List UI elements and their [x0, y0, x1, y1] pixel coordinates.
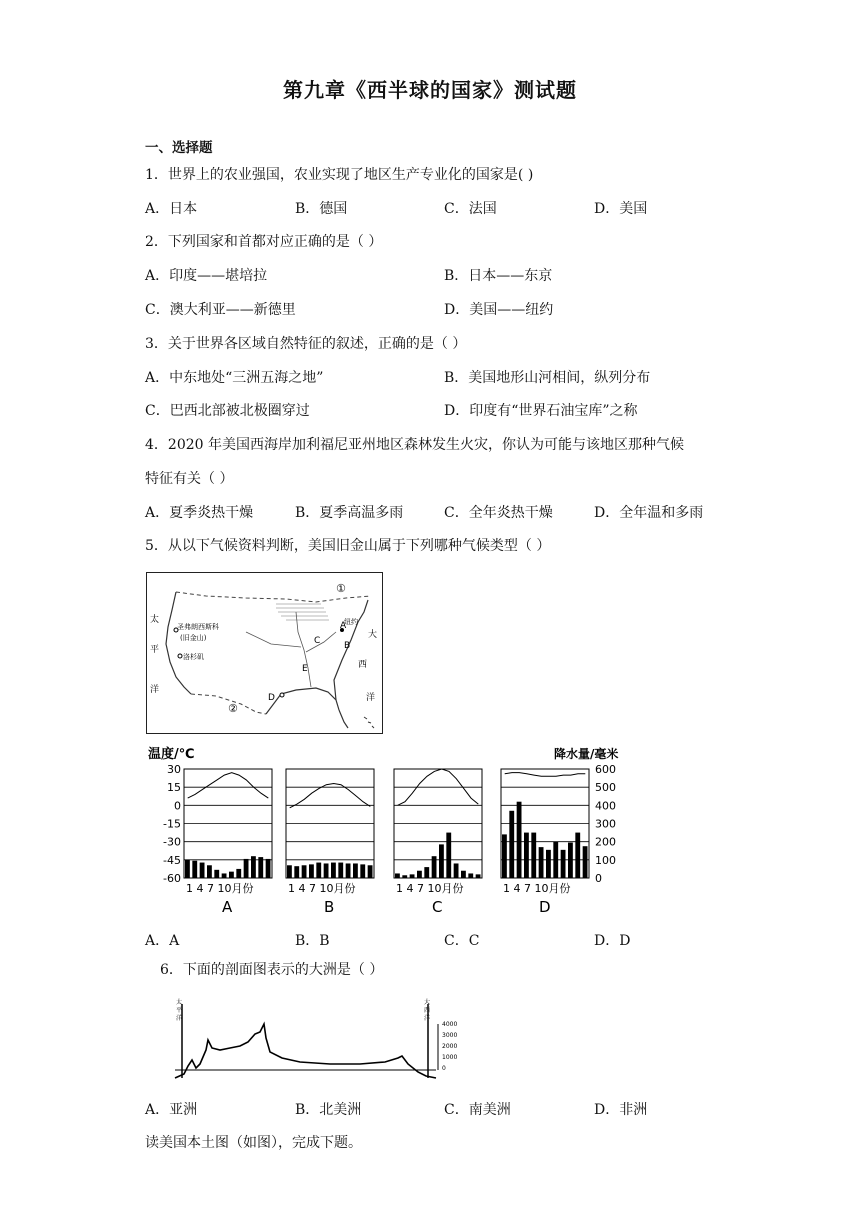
- precip-bar: [236, 869, 241, 878]
- precip-axis-label: 降水量/毫米: [554, 747, 619, 761]
- precip-bar: [439, 844, 444, 878]
- map-label-pacific-2: 平: [150, 645, 160, 655]
- precip-bar: [395, 873, 400, 878]
- precip-bar: [192, 861, 197, 878]
- temp-axis-label: 温度/℃: [148, 747, 195, 762]
- precip-bar: [214, 870, 219, 878]
- precip-tick-label: 0: [595, 872, 602, 885]
- map-label-atlantic-2: 西: [358, 660, 368, 670]
- temp-tick-label: 15: [167, 781, 181, 795]
- precip-bar: [331, 863, 336, 878]
- q4-option-c[interactable]: C．全年炎热干燥: [444, 505, 553, 521]
- panel-name: A: [222, 898, 233, 916]
- precip-tick-label: 300: [595, 817, 616, 831]
- q3-option-a[interactable]: A．中东地处“三洲五海之地”: [145, 370, 324, 386]
- precip-bar: [402, 875, 407, 878]
- profile-tick-0: 0: [442, 1065, 446, 1072]
- q4-option-d[interactable]: D．全年温和多雨: [594, 505, 704, 521]
- precip-bar: [353, 863, 358, 878]
- map-label-c: C: [314, 636, 321, 646]
- q4-option-a[interactable]: A．夏季炎热干燥: [145, 505, 254, 521]
- question-2-stem: 2．下列国家和首都对应正确的是（ ）: [145, 234, 383, 250]
- map-label-atlantic-1: 大: [368, 630, 378, 640]
- q2-option-a[interactable]: A．印度——堪培拉: [145, 268, 268, 284]
- us-map-figure: [146, 572, 383, 734]
- precip-bar: [346, 863, 351, 878]
- q5-option-b[interactable]: B．B: [295, 933, 330, 949]
- precip-bar: [446, 833, 451, 878]
- precip-bar: [424, 867, 429, 878]
- q5-option-d[interactable]: D．D: [594, 933, 631, 949]
- map-label-circle-1: ①: [336, 582, 346, 595]
- precip-tick-label: 200: [595, 835, 616, 849]
- map-label-sf-2: (旧金山): [180, 634, 207, 642]
- q6-option-b[interactable]: B．北美洲: [295, 1102, 362, 1118]
- question-4-stem-line2: 特征有关（ ）: [145, 471, 234, 487]
- profile-label-atlantic-3: 洋: [424, 1015, 431, 1022]
- profile-label-atlantic-2: 西: [424, 1007, 431, 1014]
- q6-option-d[interactable]: D．非洲: [594, 1102, 648, 1118]
- q6-option-a[interactable]: A．亚洲: [145, 1102, 198, 1118]
- month-axis-label: 1 4 7 10月份: [396, 882, 464, 895]
- precip-bar: [294, 866, 299, 878]
- precip-bar: [417, 871, 422, 878]
- precip-bar: [502, 834, 507, 878]
- climate-charts: [146, 744, 642, 920]
- precip-bar: [309, 864, 314, 878]
- precip-bar: [583, 846, 588, 878]
- precip-bar: [316, 863, 321, 878]
- precip-bar: [244, 859, 249, 878]
- precip-bar: [251, 856, 256, 878]
- section-heading: 一、选择题: [145, 140, 213, 156]
- temp-tick-label: -15: [163, 817, 181, 831]
- panel-name: D: [539, 898, 551, 916]
- precip-tick-label: 500: [595, 781, 616, 795]
- q4-option-b[interactable]: B．夏季高温多雨: [295, 505, 404, 521]
- map-label-pacific-1: 太: [150, 615, 160, 625]
- map-label-a: A: [340, 621, 347, 631]
- question-4-stem-line1: 4．2020 年美国西海岸加利福尼亚州地区森林发生火灾，你认为可能与该地区那种气候: [145, 437, 684, 453]
- continent-profile-figure: [170, 994, 466, 1084]
- map-label-circle-2: ②: [228, 702, 238, 715]
- precip-bar: [553, 842, 558, 878]
- precip-bar: [410, 874, 415, 878]
- q2-option-d[interactable]: D．美国——纽约: [444, 302, 554, 318]
- climate-panel-c: [394, 769, 482, 916]
- precip-bar: [468, 873, 473, 878]
- precip-bar: [575, 833, 580, 878]
- climate-panel-b: [286, 769, 374, 916]
- panel-name: B: [324, 898, 335, 916]
- q5-option-a[interactable]: A．A: [145, 933, 180, 949]
- profile-label-pacific-2: 平: [176, 1007, 183, 1014]
- precip-bar: [360, 864, 365, 878]
- temp-tick-label: 30: [167, 763, 181, 776]
- precip-bar: [222, 873, 227, 878]
- page-title: 第九章《西半球的国家》测试题: [283, 78, 577, 102]
- month-axis-label: 1 4 7 10月份: [288, 882, 356, 895]
- temp-tick-label: -30: [163, 835, 181, 849]
- precip-bar: [432, 856, 437, 878]
- precip-bar: [546, 850, 551, 878]
- question-3-stem: 3．关于世界各区域自然特征的叙述，正确的是（ ）: [145, 336, 467, 352]
- profile-label-pacific-1: 太: [176, 999, 183, 1006]
- footer-instruction: 读美国本土图（如图），完成下题。: [145, 1135, 362, 1151]
- temp-tick-label: -60: [163, 872, 181, 885]
- climate-panel-a: [184, 769, 272, 916]
- precip-tick-label: 600: [595, 763, 616, 776]
- q1-option-a[interactable]: A．日本: [145, 201, 198, 217]
- precip-bar: [561, 850, 566, 878]
- precip-bar: [338, 863, 343, 878]
- profile-tick-2000: 2000: [442, 1043, 458, 1050]
- precip-bar: [476, 874, 481, 878]
- profile-tick-3000: 3000: [442, 1032, 458, 1039]
- q1-option-b[interactable]: B．德国: [295, 201, 348, 217]
- q3-option-c[interactable]: C．巴西北部被北极圈穿过: [145, 403, 310, 419]
- precip-bar: [368, 865, 373, 878]
- q1-option-d[interactable]: D．美国: [594, 201, 648, 217]
- profile-label-pacific-3: 洋: [176, 1015, 183, 1022]
- precip-bar: [287, 865, 292, 878]
- precip-bar: [539, 847, 544, 878]
- precip-bar: [207, 865, 212, 878]
- q3-option-d[interactable]: D．印度有“世界石油宝库”之称: [444, 403, 638, 419]
- precip-bar: [302, 865, 307, 878]
- precip-bar: [531, 833, 536, 878]
- profile-tick-4000: 4000: [442, 1021, 458, 1028]
- map-label-d: D: [268, 693, 275, 703]
- panel-name: C: [432, 898, 443, 916]
- precip-bar: [324, 863, 329, 878]
- precip-tick-label: 400: [595, 799, 616, 813]
- map-label-e: E: [302, 664, 308, 674]
- month-axis-label: 1 4 7 10月份: [186, 882, 254, 895]
- map-label-sf-1: 圣弗朗西斯科: [177, 623, 219, 631]
- precip-bar: [517, 802, 522, 878]
- precip-bar: [229, 872, 234, 878]
- month-axis-label: 1 4 7 10月份: [503, 882, 571, 895]
- map-label-la: 洛杉矶: [183, 653, 204, 661]
- question-1-stem: 1．世界上的农业强国，农业实现了地区生产专业化的国家是( ): [145, 167, 534, 183]
- q3-option-b[interactable]: B．美国地形山河相间，纵列分布: [444, 370, 651, 386]
- map-label-pacific-3: 洋: [150, 685, 160, 695]
- question-6-stem: 6．下面的剖面图表示的大洲是（ ）: [160, 962, 384, 978]
- precip-bar: [568, 843, 573, 878]
- map-label-atlantic-3: 洋: [366, 693, 376, 703]
- climate-panel-d: [501, 769, 589, 916]
- precip-bar: [461, 871, 466, 878]
- q1-option-c[interactable]: C．法国: [444, 201, 497, 217]
- profile-label-atlantic-1: 大: [424, 999, 431, 1006]
- temp-tick-label: -45: [163, 853, 181, 867]
- question-5-stem: 5．从以下气候资料判断，美国旧金山属于下列哪种气候类型（ ）: [145, 538, 551, 554]
- map-label-ny: 纽约: [344, 618, 358, 626]
- precip-bar: [185, 860, 190, 878]
- q5-option-c[interactable]: C．C: [444, 933, 480, 949]
- precip-bar: [524, 833, 529, 878]
- map-label-b: B: [344, 641, 351, 651]
- precip-bar: [509, 811, 514, 878]
- profile-tick-1000: 1000: [442, 1054, 458, 1061]
- q2-option-c[interactable]: C．澳大利亚——新德里: [145, 302, 296, 318]
- precip-tick-label: 100: [595, 853, 616, 867]
- precip-bar: [454, 863, 459, 878]
- temp-tick-label: 0: [174, 799, 181, 813]
- precip-bar: [266, 859, 271, 878]
- precip-bar: [258, 857, 263, 878]
- precip-bar: [200, 863, 205, 878]
- q6-option-c[interactable]: C．南美洲: [444, 1102, 511, 1118]
- q2-option-b[interactable]: B．日本——东京: [444, 268, 553, 284]
